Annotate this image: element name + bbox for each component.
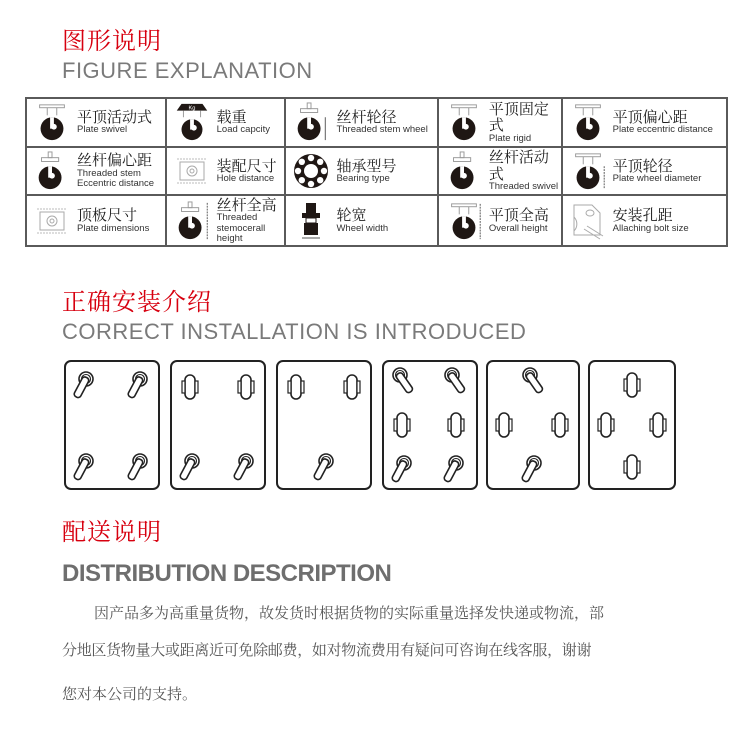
rigid-caster-icon <box>180 372 200 402</box>
legend-en: Threaded stem wheel <box>336 124 428 136</box>
legend-cell-plate-swivel <box>27 99 165 146</box>
legend-en: Plate eccentric distance <box>612 124 713 136</box>
legend-cn: 丝杆偏心距 <box>77 151 153 170</box>
distribution-line-1: 因产品多为高重量货物，故发货时根据货物的实际重量选择发快递或物流，部 <box>94 604 605 622</box>
legend-en: Threaded swivel <box>488 181 559 193</box>
swivel-caster-icon <box>442 454 466 488</box>
swivel-caster-icon <box>390 366 414 400</box>
legend-cn: 平顶固定式 <box>488 99 549 135</box>
figure-title-en: FIGURE EXPLANATION <box>62 58 313 83</box>
rigid-caster-icon <box>622 452 642 482</box>
installation-title-cn: 正确安装介绍 <box>62 288 212 316</box>
rigid-caster-icon <box>494 410 514 440</box>
legend-cell-wheel-width <box>286 196 436 245</box>
swivel-caster-icon <box>442 366 466 400</box>
distribution-line-2: 分地区货物量大或距离近可免除邮费，如对物流费用有疑问可咨询在线客服，谢谢 <box>62 641 592 659</box>
legend-cn: 轮宽 <box>336 206 367 225</box>
legend-cell-hole-distance <box>167 148 285 195</box>
distribution-line-3: 您对本公司的支持。 <box>62 685 198 703</box>
swivel-caster-icon <box>126 370 150 404</box>
table-row <box>26 195 727 246</box>
swivel-caster-icon <box>520 454 544 488</box>
plate-swivel-caster-icon <box>31 101 73 143</box>
legend-en: Plate dimensions <box>77 222 150 234</box>
legend-cell-load-capacity <box>167 99 285 146</box>
table-row <box>26 147 727 196</box>
rigid-caster-icon <box>446 410 466 440</box>
threaded-overall-height-icon <box>171 200 213 242</box>
rigid-caster-icon <box>648 410 668 440</box>
swivel-caster-icon <box>390 454 414 488</box>
legend-cn: 平顶轮径 <box>612 156 673 175</box>
legend-cn: 安装孔距 <box>612 206 673 225</box>
plate-dimensions-icon <box>31 200 73 242</box>
legend-cn: 平顶偏心距 <box>612 107 688 126</box>
rigid-caster-icon <box>286 372 306 402</box>
rigid-caster-icon <box>622 370 642 400</box>
legend-cn: 顶板尺寸 <box>77 206 138 225</box>
swivel-caster-icon <box>312 452 336 486</box>
legend-en: Load capcity <box>216 124 270 136</box>
legend-cell-threaded-stem-wheel <box>286 99 436 146</box>
layout-four-rigid-diamond <box>588 360 676 490</box>
legend-en: Threaded stem <box>77 167 141 179</box>
rigid-caster-icon <box>236 372 256 402</box>
legend-cell-plate-rigid <box>439 99 561 146</box>
installation-title-en: CORRECT INSTALLATION IS INTRODUCED <box>62 319 527 344</box>
legend-cell-bearing-type <box>286 148 436 195</box>
legend-en: Wheel width <box>336 222 389 234</box>
svg-text:Kg: Kg <box>188 105 196 112</box>
legend-en: Plate wheel diameter <box>612 173 702 185</box>
layout-four-swivel-two-rigid <box>382 360 478 490</box>
legend-cn: 平顶活动式 <box>77 107 153 126</box>
legend-en: Eccentric distance <box>77 178 155 190</box>
attaching-bolt-size-icon <box>567 200 609 242</box>
figure-title-cn: 图形说明 <box>62 27 162 55</box>
legend-cn: 装配尺寸 <box>216 156 277 175</box>
legend-en: Plate rigid <box>488 132 532 144</box>
layout-two-swivel-two-rigid-diamond <box>486 360 580 490</box>
plate-rigid-caster-icon <box>443 101 485 143</box>
plate-overall-height-icon <box>443 200 485 242</box>
legend-cn: 轴承型号 <box>336 156 397 175</box>
legend-cell-threaded-stem-eccentric <box>27 148 165 195</box>
swivel-caster-icon <box>72 370 96 404</box>
swivel-caster-icon <box>520 366 544 400</box>
plate-wheel-diameter-icon <box>567 150 609 192</box>
legend-en: Allaching bolt size <box>612 222 689 234</box>
legend-cn: 载重 <box>216 107 247 126</box>
swivel-caster-icon <box>72 452 96 486</box>
threaded-stem-wheel-icon <box>290 101 332 143</box>
legend-en: stemocerall height <box>216 222 266 245</box>
load-capacity-caster-icon <box>171 101 213 143</box>
hole-distance-icon <box>171 150 213 192</box>
legend-cn: 丝杆轮径 <box>336 107 397 126</box>
wheel-width-icon <box>290 200 332 242</box>
threaded-stem-eccentric-icon <box>31 150 73 192</box>
table-row <box>26 98 727 147</box>
threaded-swivel-caster-icon <box>443 150 485 192</box>
legend-en: Threaded <box>216 212 258 224</box>
swivel-caster-icon <box>126 452 150 486</box>
legend-en: Plate swivel <box>77 124 128 136</box>
rigid-caster-icon <box>392 410 412 440</box>
legend-cell-threaded-overall-height <box>167 196 285 245</box>
swivel-caster-icon <box>232 452 256 486</box>
bearing-type-icon <box>290 150 332 192</box>
legend-en: Overall height <box>488 222 548 234</box>
rigid-caster-icon <box>342 372 362 402</box>
legend-en: Bearing type <box>336 173 390 185</box>
legend-cell-plate-eccentric <box>563 99 726 146</box>
distribution-title-cn: 配送说明 <box>62 518 162 546</box>
legend-cn: 平顶全高 <box>488 206 549 225</box>
figure-explanation-table <box>25 97 728 247</box>
legend-cell-plate-wheel-diameter <box>563 148 726 195</box>
rigid-caster-icon <box>550 410 570 440</box>
legend-en: Hole distance <box>216 173 275 185</box>
distribution-title-en: DISTRIBUTION DESCRIPTION <box>62 560 392 587</box>
legend-cell-attaching-bolt-size <box>563 196 726 245</box>
layout-two-rigid-one-swivel <box>276 360 372 490</box>
rigid-caster-icon <box>596 410 616 440</box>
legend-cell-threaded-swivel <box>439 148 561 195</box>
plate-eccentric-caster-icon <box>567 101 609 143</box>
legend-cell-plate-overall-height <box>439 196 561 245</box>
legend-cn: 丝杆活动式 <box>488 148 549 183</box>
swivel-caster-icon <box>178 452 202 486</box>
legend-cn: 丝杆全高 <box>216 195 277 214</box>
layout-four-swivel <box>64 360 160 490</box>
legend-cell-plate-dimensions <box>27 196 165 245</box>
layout-two-rigid-two-swivel <box>170 360 266 490</box>
